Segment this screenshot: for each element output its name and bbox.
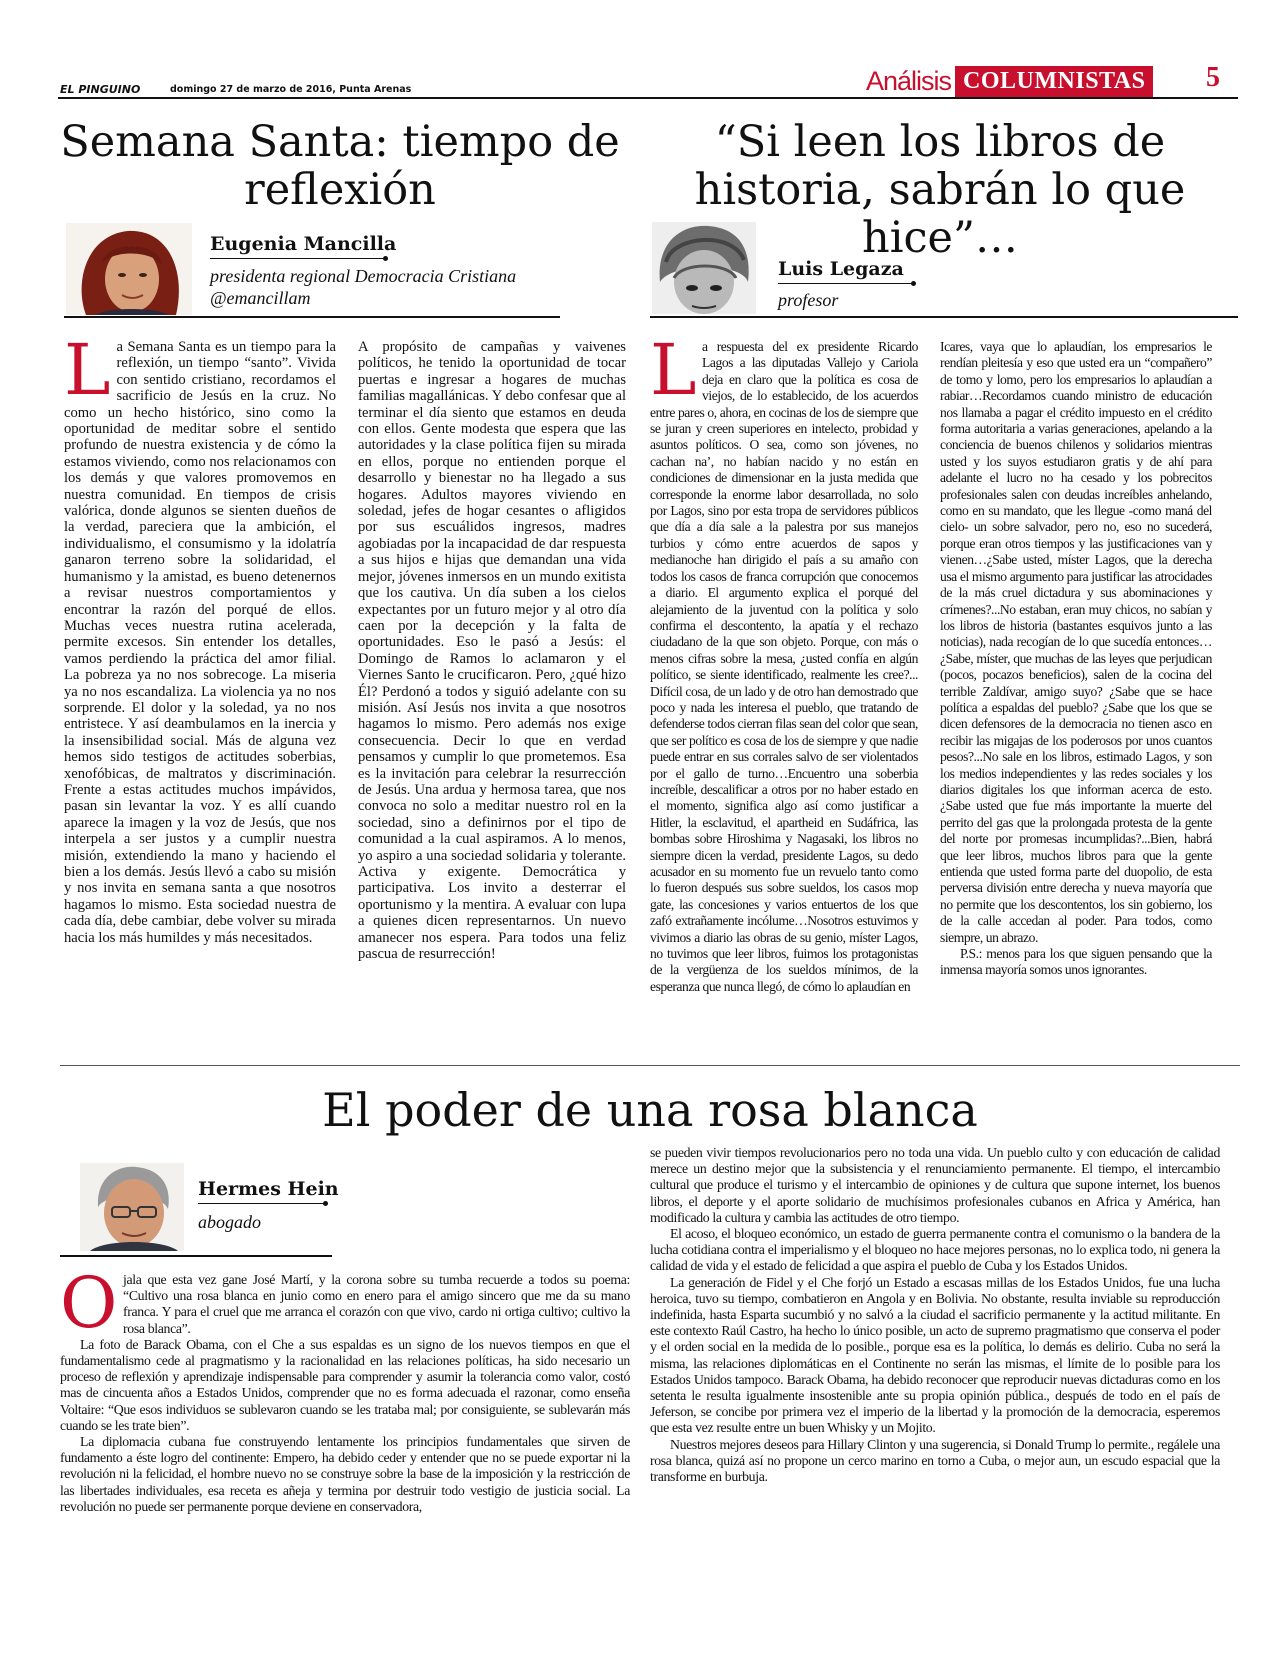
article1-name-dot <box>383 256 388 261</box>
article1-author: Eugenia Mancilla <box>210 233 397 255</box>
article3-title: El poder de una rosa blanca <box>322 1083 978 1137</box>
article1-role <box>210 266 516 309</box>
article3-author: Hermes Hein <box>198 1178 339 1200</box>
article3-author-rule <box>60 1255 332 1257</box>
article3-column-1 <box>60 1262 630 1515</box>
article2-col1-text: a respuesta del ex presidente Ricardo Lagos a las diputadas Vallejo y Cariola deja en claro que la política es cosa de viejos, de lo establecido, de los acuerdos entre pares o, ahora, en cocinas de los de siempre que se juran y creen superiores en intelecto, probidad y asuntos políticos. O sea, como son jóvenes, no cachan na’, no habían nacido y no están en condiciones de dimensionar en la justa medida que corresponde la enorme labor desarrollada, no solo por Lagos, sino por esta tropa de servidores públicos que día a día sale a la palestra por sus manejos turbios y cómo entre acuerdos de sapos y medianoche han dirigido el país a su amaño con todos los casos de franca corrupción que conocemos a diario. El argumento explica el porqué del alejamiento de la juventud con la política y solo confirma el descontento, la apatía y el rechazo ciudadano de la que son objeto. Porque, con más o menos cifras sobre la mesa, ¿usted confía en algún político, se siente identificado, realmente les cree?... Difícil cosa, de un lado y de otro han demostrado que poco y nada les interesa el pueblo, que tratando de defenderse todos cierran filas sean del color que sean, que ser político es cosa de los de siempre y que nadie puede entrar en sus corrales salvo de ser violentados por el gallo de turno…Encuentro una soberbia increíble, descalificar a otros por no haber estado en el momento, significa algo así como justificar a Hitler, la esclavitud, el apartheid en Sudáfrica, las bombas sobre Hiroshima y Nagasaki, los libros no siempre dicen la verdad, presidente Lagos, su dedo acusador en su momento fue un revuelo tanto como lo fueron después sus sobre sueldos, los casos mop gate, las concesiones y varios entuertos de los que zafó extrañamente incólume…Nosotros estuvimos y vivimos a diario las obras de su genio, míster Lagos, no tuvimos que leer libros, fuimos los protagonistas de la vergüenza de los sueldos mínimos, de la esperanza que nunca llegó, de cómo lo aplaudían en <box>650 339 918 994</box>
header-rule <box>58 97 1238 99</box>
article3-dropcap: O <box>60 1262 118 1344</box>
section-name: COLUMNISTAS <box>955 66 1153 97</box>
article2-column-2 <box>940 339 1212 979</box>
newspaper-logo: EL PINGUINO <box>60 83 141 96</box>
article3-name-rule <box>198 1203 328 1204</box>
article3-col1-p3: La diplomacia cubana fue construyendo lentamente los principios fundamentales que sirven de fundamento a éste logro del continente: Empero, ha debido ceder y entender que no se puede exportar ni la revolución ni la felicidad, el hombre nuevo no se construye sobre la base de la imposición y la restricción de las libertades individuales, esa receta es añeja y termina por destruir todo vestigio de justicia social. La revolución no puede ser permanente porque deviene en conservadora, <box>60 1434 630 1514</box>
article2-column-1 <box>650 329 918 995</box>
article3-name-dot <box>323 1201 328 1206</box>
article2-name-rule <box>778 283 916 284</box>
article3-col2-p4: Nuestros mejores deseos para Hillary Clinton y una sugerencia, si Donald Trump lo permite., regálele una rosa blanca, quizá así no propone un cerco marino en torno a Cuba, o mejor aun, un escudo espacial que la transforme en burbuja. <box>650 1436 1220 1485</box>
article2-col2-text: Icares, vaya que lo aplaudían, los empresarios le rendían pleitesía y eso que usted era un “compañero” de tomo y lomo, pero los empresarios lo aplaudían a rabiar…Recordamos cuando ministro de educación nos llamaba a pagar el crédito impuesto en el crédito forma autoritaria a varias generaciones, apelando a la conciencia de buenos chilenos y solidarios mientras usted y los suyos estudiaron gratis y de ahí para adelante el lucro no ha cesado y los pobrecitos profesionales salen con deudas increíbles anhelando, como en su mandato, que les llegue -como maná del cielo- un sobre salvador, pero no, eso no sucederá, porque eran otros tiempos y las justificaciones van y vienen…¿Sabe usted, míster Lagos, que la derecha usa el mismo argumento para justificar las atrocidades de la más cruel dictadura y sus abominaciones y crímenes?...No estaban, eran muy chicos, no sabían y los libros de historia (bastantes esquivos junto a las noticias), nada recogían de lo que sucedía entonces…¿Sabe, míster, que muchas de las leyes que perjudican (pocos, pocazos beneficios), salen de la cocina del terrible Zaldívar, amigo suyo? ¿Sabe que se hace política a espaldas del pueblo? ¿Sabe que los que se dicen defensores de la democracia no tienen asco en recibir las migajas de los poderosos por unos cuantos pesos?...No sale en los libros, estimado Lagos, y son los medios independientes y las redes sociales y los diarios digitales los que informan acerca de esto. ¿Sabe usted que fue más importante la muerte del perrito del gas que la prolongada protesta de la gente del norte por promesas incumplidas?...Bien, habrá que leer libros, muchos libros para que la gente entienda que usted forma parte del duopolio, de esta perversa división entre derecha y nueva mayoría que no permite que los descontentos, los sin gobierno, los de la calle accedan al poder. Para todos, como siempre, un abrazo. <box>940 339 1212 945</box>
article2-author-rule <box>650 316 1238 318</box>
article2-dropcap: L <box>650 329 697 411</box>
article2-name-dot <box>911 281 916 286</box>
article1-column-1 <box>64 329 336 946</box>
article1-col1-text: a Semana Santa es un tiempo para la reflexión, un tiempo “santo”. Vivida con sentido cristiano, recordamos el sacrificio de Jesús en la cruz. No como un hecho histórico, sino como la oportunidad de meditar sobre el sentido profundo de nuestra existencia y de cómo la estamos viviendo, como nos relacionamos con los demás y que valores promovemos en nuestra comunidad. En tiempos de crisis valórica, donde algunos se sienten dueños de la verdad, pareciera que la ambición, el individualismo, el consumismo y la idolatría ganaron terreno sobre la solidaridad, el humanismo y la amistad, es bueno detenernos a revisar nuestros comportamientos y encontrar la razón del porqué de ellos. Muchas veces nuestra rutina acelerada, permite excesos. Sin entender los detalles, vamos perdiendo la práctica del amor filial. La pobreza ya no nos sobrecoge. La miseria ya no nos escandaliza. La violencia ya no nos sorprende. El dolor y la soledad, ya no nos entristece. Y así deambulamos en la inercia y la insensibilidad social. Más de alguna vez hemos sido testigos de actitudes soberbias, xenofóbicas, de maltratos y discriminación. Frente a estas actitudes muchos impávidos, pasan sin levantar la voz. Y es allí cuando aparece la imagen y la voz de Jesús, que nos interpela a ser justos y a cumplir nuestra misión, extendiendo la mano y haciendo el bien a los demás. Jesús llevó a cabo su misión y nos invita en semana santa a que nosotros hagamos lo mismo. Esta sociedad nuestra de cada día, debe cambiar, debe volver su mirada hacia los más humildes y más necesitados. <box>64 339 336 946</box>
article1-col2-text: A propósito de campañas y vaivenes políticos, he tenido la oportunidad de tocar puertas e ingresar a hogares de muchas familias magallánicas. Y debo confesar que al terminar el día siento que estamos en deuda con ellos. Gente modesta que espera que las autoridades y la clase política fijen su mirada en ellos, porque no entienden porque el desarrollo y bienestar no ha llegado a sus hogares. Adultos mayores viviendo en soledad, jefes de hogar cesantes o afligidos por sus escuálidos ingresos, madres agobiadas por la incapacidad de dar respuesta a sus hijos e hijas que demandan una vida mejor, jóvenes inmersos en un mundo exitista que los cautiva. Un día suben a los cielos expectantes por un futuro mejor y al otro día caen por la decepción y la falta de oportunidades. Eso le pasó a Jesús: el Domingo de Ramos lo aclamaron y el Viernes Santo le crucificaron. Pero, ¿qué hizo Él? Perdonó a todos y siguió adelante con su misión. Así Jesús nos invita a que nosotros hagamos lo mismo. Pero además nos exige consecuencia. Decir lo que en verdad pensamos y cumplir lo que prometemos. Esa es la invitación para celebrar la resurrección de Jesús. Una ardua y hermosa tarea, que nos convoca no solo a meditar nuestro rol en la sociedad, sino a definirnos por el tipo de comunidad a la cual aspiramos. A lo menos, yo aspiro a una sociedad solidaria y tolerante. Activa y exigente. Democrática y participativa. Los invito a desterrar el oportunismo y la mentira. A evaluar con lupa a quienes dicen representarnos. Un nuevo amanecer nos espera. Para todos una feliz pascua de resurrección! <box>358 339 626 963</box>
article1-role-text: presidenta regional Democracia Cristiana <box>210 266 517 286</box>
author-photo-mancilla <box>66 223 192 315</box>
article1-title: Semana Santa: tiempo de reflexión <box>60 117 620 216</box>
article1-dropcap: L <box>64 329 111 411</box>
article1-author-rule <box>64 316 560 318</box>
article3-col2-p3: La generación de Fidel y el Che forjó un Estado a escasas millas de los Estados Unidos, fue una lucha heroica, tuvo su tiempo, combatieron en Angola y en Bolivia. No obstante, resulta inviable su reproducción indefinida, hasta Esparta sucumbió y no salvó a la ciudad el sacrificio permanente y la actitud militante. En este contexto Raúl Castro, ha hecho lo único posible, un acto de supremo pragmatismo que conserva el poder y el orden social en la medida de lo posible., porque esa es la política, lo demás es delirio. Cuba no será la misma, las relaciones diplomáticas en el Continente no serán las mismas, el límite de lo posible para los Estados Unidos tampoco. Barack Obama, ha debido reconocer que reproducir nuevas dictaduras como en los setenta le resulta igualmente insostenible ante su propia opinión pública., después de todo en el país de Jeferson, se concibe por primera vez el imperio de la libertad y la promoción de la democracia, esperemos que esta vez resulte entre un buen Whisky y un Mojito. <box>650 1274 1220 1436</box>
article1-handle: @emancillam <box>210 287 311 308</box>
section-separator <box>60 1065 1240 1066</box>
article3-col2-p1: se pueden vivir tiempos revolucionarios pero no toda una vida. Un pueblo culto y con educación de calidad merece un destino mejor que la subsistencia y el renunciamiento permanente. El tiempo, el intercambio cultural que produce el turismo y el intercambio de opiniones y de cultura que supone internet, los buenos libros, el deporte y el aporte solidario de muchísimos profesionales cubanos en Africa y América, han modificado la cultura y cambia las actitudes de otro tiempo. <box>650 1145 1220 1225</box>
article2-role: profesor <box>778 290 839 310</box>
issue-date: domingo 27 de marzo de 2016, Punta Arenas <box>170 84 412 95</box>
article3-role: abogado <box>198 1212 261 1232</box>
article3-col1-p2: La foto de Barack Obama, con el Che a sus espaldas es un signo de los nuevos tiempos en que el fundamentalismo cede al pragmatismo y la racionalidad en las relaciones políticas, ha sido necesario un proceso de reflexión y aprendizaje indispensable para comprender y asumir la tolerancia como valor, costó mas de cincuenta años a Estados Unidos, comprender que no es forma adecuada el razonar, como enseña Voltaire: “Que esos individuos se sublevaron cuando se les trataba mal; por consiguiente, se sublevarán más cuando se les trate bien”. <box>60 1336 630 1433</box>
article1-column-2 <box>358 339 626 962</box>
article3-column-2 <box>650 1145 1220 1485</box>
article2-author: Luis Legaza <box>778 258 904 280</box>
section-script: Análisis <box>866 66 952 96</box>
author-photo-legaza <box>652 222 756 314</box>
author-photo-hein <box>80 1163 184 1251</box>
section-label <box>862 66 1153 97</box>
page-number: 5 <box>1206 62 1220 93</box>
article1-name-rule <box>210 258 388 259</box>
article3-col2-p2: El acoso, el bloqueo económico, un estado de guerra permanente contra el comunismo o la bandera de la lucha cotidiana contra el imperialismo y el bloqueo no hace mejores personas, no lo explica todo, ni genera la calidad de vida y el estado de felicidad a que aspira el pueblo de Cuba y los Estados Unidos. <box>650 1226 1220 1274</box>
article2-title: “Si leen los libros de historia, sabrán lo que hice”… <box>694 117 1186 264</box>
article3-col1-p1: jala que esta vez gane José Martí, y la corona sobre su tumba recuerde a todos su poema: “Cultivo una rosa blanca en junio como en enero para el amigo sincero que me da su mano franca. Y para el cruel que me arranca el corazón con que vivo, cardo ni ortiga cultivo; cultivo la rosa blanca”. <box>123 1272 630 1336</box>
article2-ps: P.S.: menos para los que siguen pensando que la inmensa mayoría somos unos ignorantes. <box>940 946 1212 978</box>
